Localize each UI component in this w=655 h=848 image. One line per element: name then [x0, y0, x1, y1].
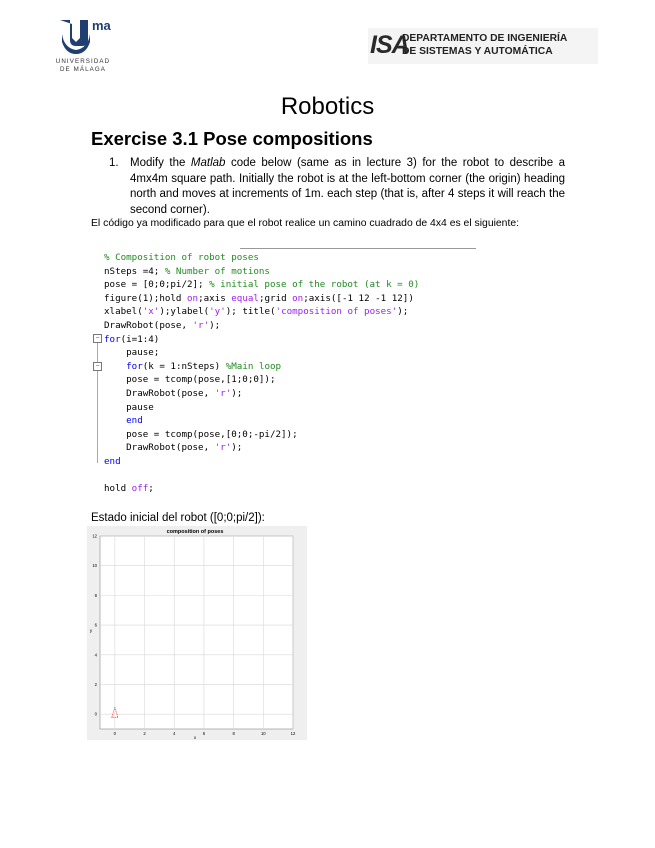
- y-tick-label: 8: [94, 592, 97, 598]
- exercise-title: Exercise 3.1 Pose compositions: [91, 128, 373, 149]
- fold-toggle-icon: −: [93, 362, 102, 371]
- y-tick-label: 4: [94, 652, 97, 658]
- y-tick-label: 2: [94, 681, 97, 687]
- chart-title: composition of poses: [166, 529, 224, 535]
- university-logo-text: UNIVERSIDAD DE MÁLAGA: [55, 58, 111, 73]
- x-tick-label: 6: [202, 731, 206, 736]
- code-fold-gutter: [92, 334, 104, 464]
- task-text: Modify the Matlab code below (same as in lecture 3) for the robot to describe a 4mx4m square path. Initially the robot is at the left-bottom corner (the origin) heading north and moves at increments of 1m. each step (that is, after 4 steps it will reach the second corner).: [130, 157, 566, 216]
- university-logo: [52, 14, 112, 76]
- y-tick-label: 0: [94, 711, 97, 717]
- department-name: DEPARTAMENTO DE INGENIERÍA DE SISTEMAS Y AUTOMÁTICA: [402, 33, 568, 57]
- department-logo-mark: ISA: [370, 31, 409, 59]
- task-item: [109, 156, 565, 218]
- figure-caption: Estado inicial del robot ([0;0;pi/2]):: [91, 512, 265, 524]
- y-tick-label: 6: [94, 622, 97, 628]
- task-number: 1.: [109, 157, 119, 169]
- matlab-code: % Composition of robot poses nSteps =4; % Number of motions pose = [0;0;pi/2]; % initial pose of the robot (at k = 0) figure(1);hold on;axis equal;grid on;axis([-1 12 -1 12]) xlabel('x');ylabel('y'); title('composition of poses'); DrawRobot(pose, 'r'); for(i=1:4) pause; for(k = 1:nSteps) %Main loop pose = tcomp(pose,[1;0;0]); DrawRobot(pose, 'r'); pause end pose = tcomp(pose,[0;0;-pi/2]); DrawRobot(pose, 'r'); end hold off;: [104, 252, 420, 495]
- chart-svg: [87, 526, 307, 740]
- university-logo-icon: [56, 14, 112, 58]
- x-tick-label: 0: [113, 731, 117, 736]
- y-tick-label: 12: [92, 533, 97, 539]
- x-tick-label: 8: [232, 731, 235, 736]
- y-axis-label: y: [89, 628, 93, 633]
- x-tick-label: 2: [143, 731, 146, 736]
- description-paragraph: El código ya modificado para que el robot realice un camino cuadrado de 4x4 es el siguiente:: [91, 218, 520, 229]
- plot-area: [100, 536, 293, 729]
- x-tick-label: 4: [173, 731, 176, 736]
- svg-text:ma: ma: [92, 18, 111, 33]
- code-separator: [240, 248, 476, 249]
- y-tick-label: 10: [92, 563, 97, 569]
- department-logo: [368, 28, 598, 64]
- fold-toggle-icon: −: [93, 334, 102, 343]
- fold-line: [97, 343, 98, 463]
- x-tick-label: 10: [260, 731, 266, 736]
- document-title: Robotics: [280, 93, 375, 120]
- robot-pose-chart: [87, 526, 307, 740]
- x-axis-label: x: [193, 735, 197, 740]
- x-tick-label: 12: [290, 731, 296, 736]
